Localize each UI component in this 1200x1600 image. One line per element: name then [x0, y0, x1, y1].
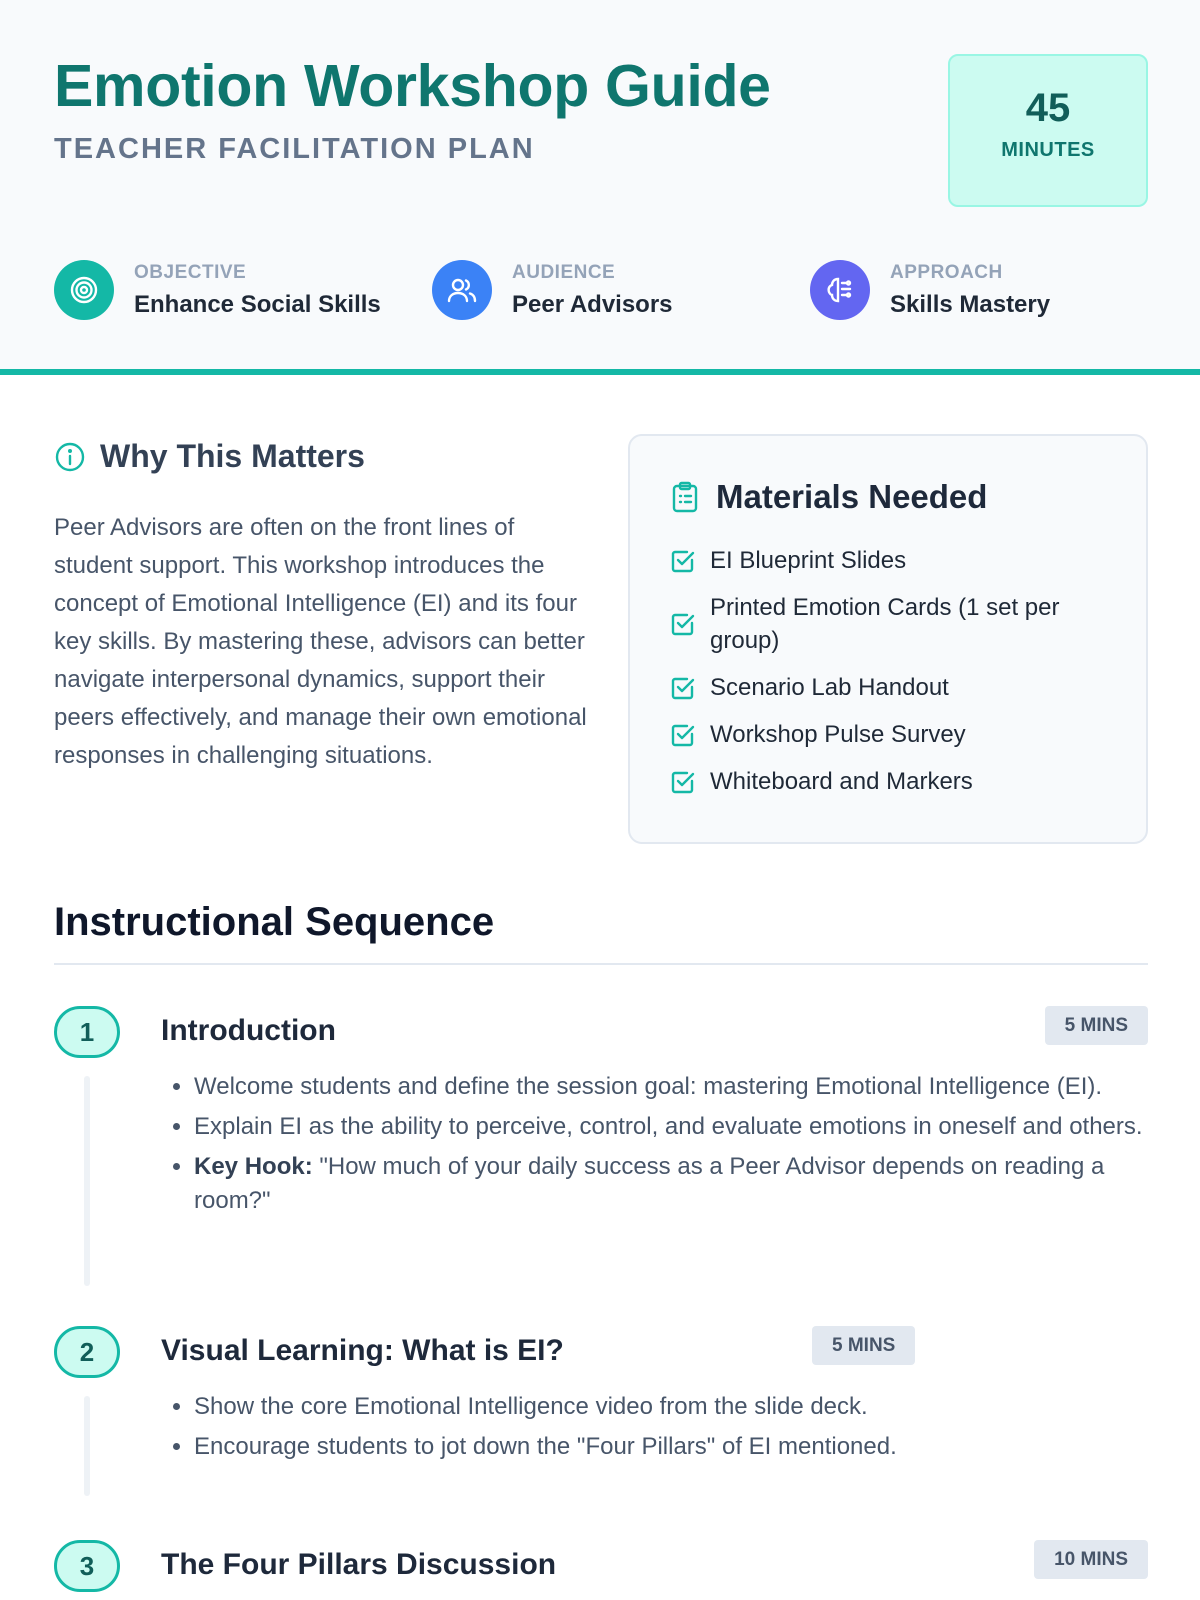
check-square-icon — [670, 611, 696, 637]
materials-list — [670, 544, 1106, 798]
bullet-text: Encourage students to jot down the "Four Pillars" of EI mentioned. — [194, 1433, 897, 1460]
duration-value: 45 — [1025, 86, 1071, 130]
materials-card — [628, 434, 1148, 844]
target-icon — [54, 260, 114, 320]
material-label: Whiteboard and Markers — [710, 768, 973, 795]
users-icon — [432, 260, 492, 320]
materials-heading-text: Materials Needed — [716, 478, 988, 515]
list-item — [194, 1070, 1148, 1104]
step-bullets — [194, 1390, 1148, 1470]
meta-label: OBJECTIVE — [134, 262, 247, 283]
step-number: 3 — [54, 1540, 120, 1592]
list-item — [670, 671, 1106, 704]
list-item — [670, 718, 1106, 751]
list-item — [194, 1110, 1148, 1144]
why-body: Peer Advisors are often on the front lines of student support. This workshop introduces the concept of Emotional Intelligence (EI) and its four key skills. By mastering these, advisors can better navigate interpersonal dynamics, support their peers effectively, and manage their own emotional responses in challenging situations. — [54, 514, 587, 769]
meta-value: Skills Mastery — [890, 291, 1051, 318]
list-item — [670, 765, 1106, 798]
step-2 — [54, 1326, 1148, 1506]
step-title: Introduction — [161, 1014, 336, 1047]
list-item — [670, 544, 1106, 577]
meta-label: AUDIENCE — [512, 262, 616, 283]
meta-value: Peer Advisors — [512, 291, 673, 318]
list-item — [194, 1430, 1148, 1464]
why-heading — [54, 438, 594, 475]
why-heading-text: Why This Matters — [100, 438, 365, 474]
meta-value: Enhance Social Skills — [134, 291, 381, 318]
material-label: EI Blueprint Slides — [710, 547, 907, 574]
duration-unit: MINUTES — [1001, 139, 1095, 161]
step-title: Visual Learning: What is EI? — [161, 1334, 564, 1367]
material-label: Workshop Pulse Survey — [710, 721, 966, 748]
materials-heading — [670, 478, 1106, 516]
check-square-icon — [670, 675, 696, 701]
sequence-title: Instructional Sequence — [54, 900, 495, 944]
page-subtitle: TEACHER FACILITATION PLAN — [54, 133, 535, 165]
clipboard-icon — [670, 481, 700, 513]
bullet-text: Welcome students and define the session goal: mastering Emotional Intelligence (EI). — [194, 1073, 1103, 1100]
list-item — [194, 1390, 1148, 1424]
bullet-text: Show the core Emotional Intelligence video from the slide deck. — [194, 1393, 868, 1420]
brain-icon — [810, 260, 870, 320]
duration-badge: 10 MINS — [1034, 1540, 1148, 1579]
check-square-icon — [670, 769, 696, 795]
meta-row — [54, 258, 1154, 322]
bullet-text: Explain EI as the ability to perceive, control, and evaluate emotions in oneself and others. — [194, 1113, 1143, 1140]
timeline-line — [84, 1076, 90, 1286]
step-bullets — [194, 1070, 1148, 1224]
check-square-icon — [670, 548, 696, 574]
step-1 — [54, 1006, 1148, 1286]
material-label: Scenario Lab Handout — [710, 674, 949, 701]
check-square-icon — [670, 722, 696, 748]
list-item — [670, 591, 1106, 657]
step-number: 1 — [54, 1006, 120, 1058]
step-3 — [54, 1540, 1148, 1600]
duration-badge: 5 MINS — [1045, 1006, 1148, 1045]
duration-badge — [948, 54, 1148, 207]
bullet-lead: Key Hook: — [194, 1153, 313, 1180]
page-title: Emotion Workshop Guide — [54, 53, 771, 119]
material-label: Printed Emotion Cards (1 set per group) — [710, 594, 1060, 654]
step-title: The Four Pillars Discussion — [161, 1548, 557, 1581]
step-number: 2 — [54, 1326, 120, 1378]
duration-badge: 5 MINS — [812, 1326, 915, 1365]
page-header — [0, 0, 1200, 375]
divider — [54, 963, 1148, 965]
info-icon — [54, 441, 86, 473]
list-item — [194, 1150, 1148, 1218]
why-section — [54, 438, 594, 775]
timeline-line — [84, 1396, 90, 1496]
bullet-text: "How much of your daily success as a Peer Advisor depends on reading a room?" — [194, 1153, 1105, 1214]
meta-label: APPROACH — [890, 262, 1003, 283]
